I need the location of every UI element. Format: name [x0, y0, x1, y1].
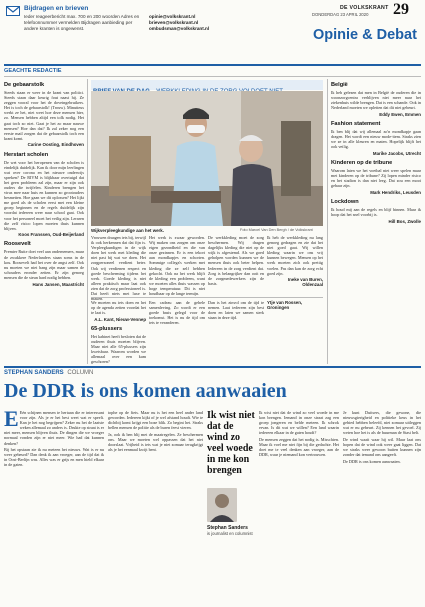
- column-text-3: [259, 410, 339, 604]
- letter-body: Waarom laten we het voetbal niet weer spelen maar met kinderen op de tribune? Zij lopen minder risico en het stadion is dan niet leeg. Dat zou een mooi gebaar zijn.: [331, 167, 421, 189]
- column-divider: [87, 79, 88, 364]
- letter-day-col-2: [149, 235, 205, 295]
- contact-emails: [149, 14, 209, 31]
- letter-body: Een cadeau aan de gehele samenleving. Zo wordt er een goede basis gelegd voor de toekomst. Het is nu de tijd om iets te veranderen.: [149, 300, 205, 326]
- contact-text: Ieder reageerbericht max. 700 en 200 woorden Adres en telefoonnummer vermelden Bijdragen aanbieding per andere kranten is ongewenst.: [24, 14, 140, 31]
- photo-caption: Wijkverpleegkundige aan het werk.: [91, 228, 164, 233]
- author-name: Stephan Sanders: [207, 525, 248, 531]
- letter-body: Premier Rutte doet veel aan ondernemers, maar de zwakkere Nederlanders staan soms in de kou. Roosevelt had het over de angst zelf. Ook nu moeten we niet bang zijn maar samen de schouders eronder zetten. Er zijn genoeg mensen die de steun hard nodig hebben.: [4, 249, 84, 280]
- letter-body: Het kabinet heeft besloten dat de ouderen thuis moeten blijven. Maar niet alle 65-plussers zijn kwetsbaar. Waarom worden we allemaal over een kam geschoren?: [91, 333, 146, 365]
- main-photo: [91, 91, 323, 226]
- middle-letters-4: [267, 300, 323, 364]
- column-kicker: [4, 370, 93, 376]
- left-letters-column: [4, 79, 84, 364]
- email-ombudsman[interactable]: ombudsman@volkskrant.nl: [149, 25, 210, 31]
- column-paragraph: [4, 406, 104, 446]
- column-paragraph-text: Eén schijnen mensen te hertaan die er interessant voor zijn. Als je er het best weet wat er speelt. Kan je het nog begrijpen? Zeker nu het de laatste weken allemaal zo anders is. Drukte op straat is er niet meer, mensen blijven thuis. De dingen die we vroeger normaal vonden zijn er niet meer. Wie had dat kunnen denken?: [4, 410, 104, 446]
- letter-body: De wet voor het heropenen van de scholen is eindelijk duidelijk. Kan ik door mijn leerlingen wat over corona en het nieuwe onderwijs spreken? De RIVM is blijkbaar overtuigd dat het geen probleem zal zijn, maar er zijn ook ouders die twijfelen. Kinderen brengen het virus mee naar huis en kunnen zo grootouders besmetten. Hoe gaan we dit oplossen? Het lijkt me goed als de scholen eerst met een kleine groep beginnen en de regels duidelijk zijn voordat iedereen weer naar school gaat. Ook voor het personeel moet het veilig zijn. Leraren die zelf risico lopen moeten thuis kunnen blijven.: [4, 159, 84, 231]
- author-description: is journalist en columnist: [207, 531, 253, 536]
- letter-signature: Ytje van Rossen, Groningen: [267, 300, 303, 311]
- drop-cap: E: [4, 406, 19, 431]
- section-label: GEACHTE REDACTIE: [4, 68, 62, 74]
- header-rule: [4, 64, 421, 66]
- letter-body: Vrouwen draagen iets bij, terwijl ik ook herkennen dat dat fijn is. Verpleegkundigen in de wijk doen het werk met kleding die niet past bij wat we doen. Het zorgpersoneel verdient beter. Ook wij verdienen respect en goede bescherming tijdens het werk. Goede kleding is niet alleen praktisch maar laat ook zien dat de zorg professioneel is. Dat heeft niets met luxe te maken.: [91, 235, 146, 302]
- column-text-4: [343, 410, 421, 604]
- letter-heading: De gebaarstolk: [4, 82, 45, 88]
- pull-quote: Ik wist niet dat de wind zo veel woede in me kon brengen: [207, 410, 255, 476]
- column-text-1: [4, 406, 104, 604]
- letter-body: Ik heb gelezen dat men in België de ouderen die in woonzorgcentra verblijven niet meer naar het ziekenhuis wilde brengen. Dat is een schande. Ook in Nederland moeten we opletten dat dit niet gebeurt.: [331, 90, 421, 111]
- middle-letters-1: [91, 300, 146, 364]
- author-photo: [207, 488, 237, 522]
- column-author-kicker: STEPHAN SANDERS: [4, 370, 64, 376]
- letter-signature: Carine Oosting, Eindhoven: [27, 142, 84, 148]
- letter-heading: Roosevelt: [4, 241, 31, 248]
- photo-credit: Foto Marcel Van Den Bergh / de Volkskrant: [240, 228, 313, 232]
- column-paragraph: Ja, ook ik ben blij met de maatregelen. Ze beschermen ons. Maar we moeten wel oppassen dat het niet doorslaat. Vrijheid is iets wat je niet zomaar terugkrijgt als je het eenmaal kwijt bent.: [108, 431, 203, 453]
- email-opinie[interactable]: opinie@volkskrant.nl: [149, 14, 196, 19]
- letter-body: We moeten nu iets doen en het op de agenda zetten voordat het te laat is.: [91, 300, 146, 316]
- letter-body: Steeds staan er weer in de krant van politici. Steeds staan daar keurig fout naast hij. Ze zeggen vooral voor het de doveingebruikers. Het is toch de gebaarstolk! (Trouw). Minutieus werkt ze het, niet weet hoe deze mensen hier, zo. Mensen hebben altijd een tolk nodig. Het gaat toch zo niet. Gaat je het zo maar nauwe mensen? Hoe dan dat? Ik zal zeker nog een eerste mail zorgen dat de gebaarstolk toch een krant komt.: [4, 90, 84, 141]
- column-paragraph: Ik wist niet dat de wind zo veel woede in me kon brengen. Iemand in onze straat zag een groep jongeren en belde meteen. Ik schrok ervan. Is dit wat we willen? Een land waarin iedereen elkaar in de gaten houdt?: [259, 410, 339, 436]
- column-paragraph: De DDR is ons komen aanwaaien.: [343, 458, 401, 464]
- letter-body: Ik houd mij aan de regels en blijf binnen. Maar ik hoop dat het snel voorbij is.: [331, 206, 421, 217]
- letter-heading: 65-plussers: [91, 325, 123, 332]
- letter-day-col-1: [91, 235, 146, 302]
- letter-day-col-3: [208, 235, 264, 295]
- letter-body: Ik ben blij dat wij allemaal zo'n mondkapje gaan dragen. Het wordt een nieuw mode-item. Straks zien we ze in alle kleuren en maten. Hopelijk blijft het ook veilig.: [331, 128, 421, 150]
- column-label: COLUMN: [67, 370, 94, 376]
- letter-signature: Ineke van Buren, Oldenzaal: [287, 277, 323, 288]
- column-rule: [4, 366, 421, 368]
- letter-heading: Herstart scholen: [4, 151, 49, 158]
- letter-signature: Hill Bos, Zwolle: [388, 218, 421, 224]
- page-number: 29: [393, 1, 409, 18]
- letter-signature: Marike Jacobs, Utrecht: [372, 150, 421, 156]
- letter-body: Dan is het zinvol om de tijd te nemen. Laat iedereen zijn best doen en laten we samen sterk staan in deze tijd.: [208, 300, 264, 321]
- right-letters-column: [331, 79, 421, 364]
- column-title: De DDR is ons komen aanwaaien: [4, 380, 287, 402]
- letter-signature: Mark Hendriks, Leusden: [370, 189, 421, 195]
- letter-heading: België: [331, 82, 348, 88]
- column-paragraph: Je kunt Duitsers, die gewone, die nieuwsgierigheid en politieke keus in het gebied hebben beleefd, niet zomaar uitleggen wat er nu gebeurt. Zij kennen het gevoel. Zij weten hoe het is als de buurman de Stasi belt.: [343, 410, 421, 436]
- letter-body: Het werk is zwaar geworden. Wij maken ons zorgen om onze eigen gezondheid en die van onze gezinnen. Er is een tekort aan mondkapjes en schorten. Sommige collega's werken met kleding die ze zelf hebben gekocht. Ook na het werk blijft de kleding een probleem, want we moeten alles thuis wassen op hoge temperatuur. Dit is niet houdbaar op de lange termijn.: [149, 235, 205, 297]
- section-title: Opinie & Debat: [313, 27, 417, 43]
- pull-quote-box: [207, 410, 255, 604]
- contact-title: Bijdragen en brieven: [24, 5, 89, 12]
- letter-signature: Hans Jansen, Maastricht: [32, 281, 84, 287]
- column-paragraph: De mensen zeggen dat het nodig is. Misschien. Maar ik voel me niet fijn bij die gedachte. Het doet me te veel denken aan vroeger, aan de DDR, waar je niemand kon vertrouwen.: [259, 436, 339, 458]
- envelope-icon: [6, 6, 20, 16]
- column-divider: [327, 79, 328, 364]
- letter-heading: Kinderen op de tribune: [331, 159, 393, 166]
- divider: [4, 76, 421, 77]
- middle-letters-2: [149, 300, 205, 364]
- letter-heading: Fashion statement: [331, 120, 381, 127]
- letter-day-col-4: [267, 235, 323, 295]
- column-paragraph: De wind waait waar hij wil. Maar laat ons hopen dat de wind ook weer gaat liggen. Dat we straks weer gewoon buiten kunnen zijn zonder dat iemand ons aangeeft.: [343, 436, 421, 458]
- contact-box: [4, 4, 254, 64]
- letter-signature: Koos Franssen, Oud-Beijerland: [18, 232, 84, 238]
- middle-letters-3: [208, 300, 264, 364]
- column-text-2: [108, 410, 203, 604]
- divider: [91, 297, 323, 298]
- letter-heading: Lockdown: [331, 198, 359, 205]
- letter-signature: A.L. Kant, Nieuw-Vennep: [94, 316, 146, 322]
- issue-date: DONDERDAG 23 APRIL 2020: [312, 12, 369, 17]
- photo-banner: [91, 80, 323, 90]
- letter-signature: Eddy Ewen, Emmen: [379, 111, 421, 117]
- letter-body: Ik heb de werkkleding nu lang genoeg gedragen en zie dat het niet goed gaat. Wij willen kleding waarin we ons vrij kunnen bewegen. Mensen op het werk moeten zich ook prettig voelen. Pas dan kan de zorg echt goed zijn.: [267, 235, 323, 276]
- column-paragraph: tophe op de fiets. Maar nu is het een heel ander land geworden. Iedereen kijkt of je wel afstand houdt. Wie te dichtbij komt krijgt een boze blik. Zo begint het. Straks bellen mensen de politie als de buren feest vieren.: [108, 410, 203, 431]
- email-brieven[interactable]: brieven@volkskrant.nl: [149, 19, 199, 25]
- paper-name: DE VOLKSKRANT: [340, 5, 389, 11]
- column-paragraph: Bij het opstaan zie ik nu meteen het nieuws. Wat is er nu weer gebeurd? Dan denk ik aan vroeger, aan de tijd dat ik in Oost-Berlijn was. Alles was er grijs en men hield elkaar in de gaten.: [4, 447, 104, 468]
- letter-body: De werkkleding moet de zorg beschermen. Wij dragen dagelijks kleding die niet op de wijk is afgestemd. Als we goed geholpen worden kunnen we de mensen thuis ook beter helpen. Iedereen in de zorg verdient dat. Zorg is belangrijker dan ooit en de zorgmedewerkers zijn de basis.: [208, 235, 264, 286]
